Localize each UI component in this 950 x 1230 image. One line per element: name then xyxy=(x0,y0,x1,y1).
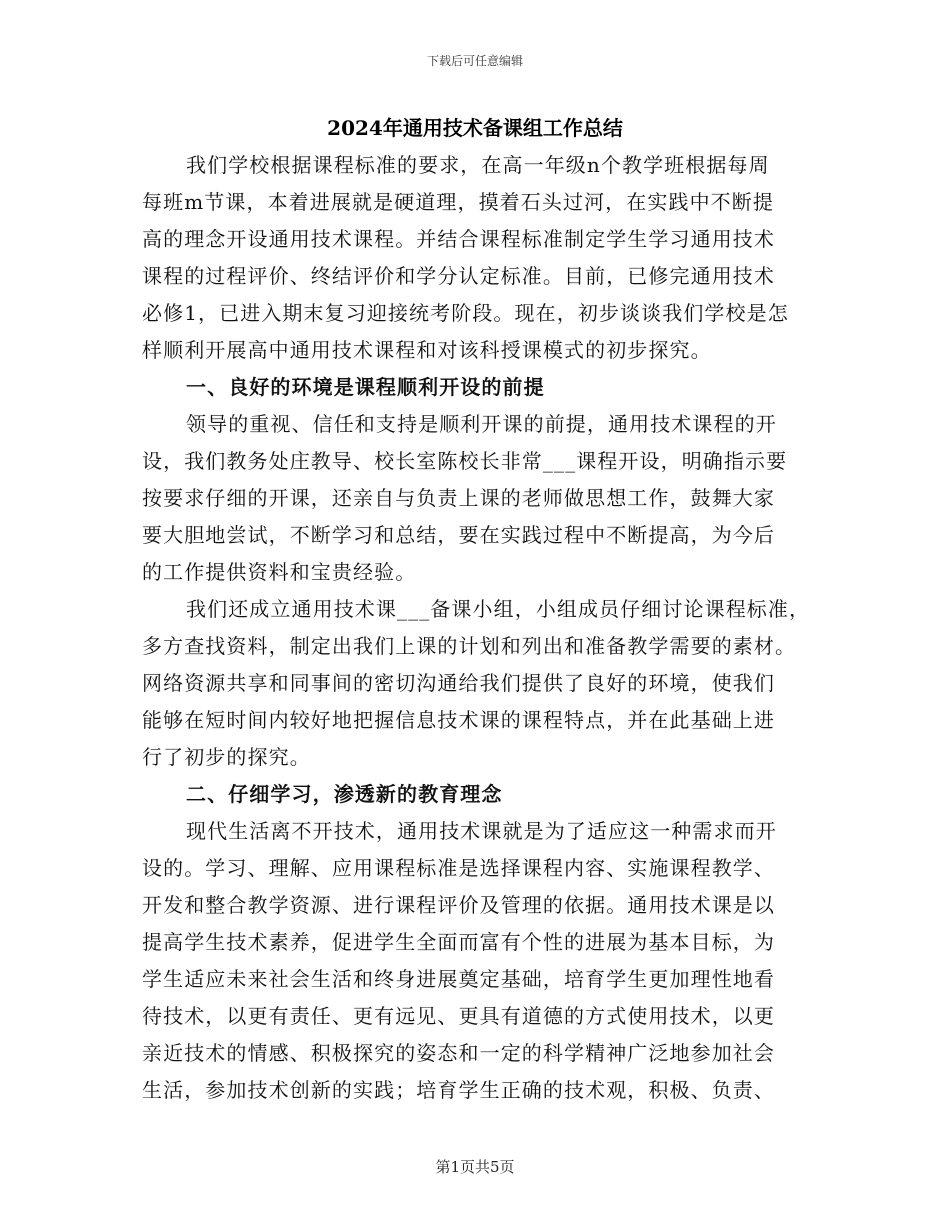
section-heading: 一、良好的环境是课程顺利开设的前提 xyxy=(186,375,545,399)
paragraph-line: 行了初步的探究。 xyxy=(142,745,311,769)
paragraph-line: 按要求仔细的开课，还亲自与负责上课的老师做思想工作，鼓舞大家 xyxy=(142,486,775,510)
paragraph-line: 能够在短时间内较好地把握信息技术课的课程特点，并在此基础上进 xyxy=(142,708,775,732)
document-body xyxy=(142,147,812,1109)
paragraph-line: 开发和整合教学资源、进行课程评价及管理的依据。通用技术课是以 xyxy=(142,893,775,917)
page-header: 下载后可任意编辑 xyxy=(426,54,523,68)
section-heading: 二、仔细学习，渗透新的教育理念 xyxy=(186,782,503,806)
document-title: 2024年通用技术备课组工作总结 xyxy=(327,116,623,140)
paragraph-line: 要大胆地尝试，不断学习和总结，要在实践过程中不断提高，为今后 xyxy=(142,523,775,547)
paragraph-line: 多方查找资料，制定出我们上课的计划和列出和准备教学需要的素材。 xyxy=(142,634,797,658)
page-footer: 第1页共5页 xyxy=(435,1158,515,1176)
paragraph-line: 我们还成立通用技术课___备课小组，小组成员仔细讨论课程标准， xyxy=(186,597,811,621)
paragraph-line: 设的。学习、理解、应用课程标准是选择课程内容、实施课程教学、 xyxy=(142,856,775,880)
paragraph-line: 每班m节课，本着进展就是硬道理，摸着石头过河，在实践中不断提 xyxy=(142,190,774,214)
paragraph-line: 待技术，以更有责任、更有远见、更具有道德的方式使用技术，以更 xyxy=(142,1004,775,1028)
paragraph-line: 必修1，已进入期末复习迎接统考阶段。现在，初步谈谈我们学校是怎 xyxy=(142,301,789,325)
paragraph-line: 我们学校根据课程标准的要求，在高一年级n个教学班根据每周 xyxy=(186,153,770,177)
paragraph-line: 课程的过程评价、终结评价和学分认定标准。目前，已修完通用技术 xyxy=(142,264,775,288)
paragraph-line: 高的理念开设通用技术课程。并结合课程标准制定学生学习通用技术 xyxy=(142,227,775,251)
paragraph-line: 生活，参加技术创新的实践；培育学生正确的技术观，积极、负责、 xyxy=(142,1078,775,1102)
paragraph-line: 亲近技术的情感、积极探究的姿态和一定的科学精神广泛地参加社会 xyxy=(142,1041,775,1065)
paragraph-line: 领导的重视、信任和支持是顺利开课的前提，通用技术课程的开 xyxy=(186,412,777,436)
paragraph-line: 现代生活离不开技术，通用技术课就是为了适应这一种需求而开 xyxy=(186,819,777,843)
paragraph-line: 网络资源共享和同事间的密切沟通给我们提供了良好的环境，使我们 xyxy=(142,671,775,695)
paragraph-line: 提高学生技术素养，促进学生全面而富有个性的进展为基本目标，为 xyxy=(142,930,775,954)
paragraph-line: 的工作提供资料和宝贵经验。 xyxy=(142,560,417,584)
paragraph-line: 设，我们教务处庄教导、校长室陈校长非常___课程开设，明确指示要 xyxy=(142,449,788,473)
paragraph-line: 学生适应未来社会生活和终身进展奠定基础，培育学生更加理性地看 xyxy=(142,967,775,991)
paragraph-line: 样顺利开展高中通用技术课程和对该科授课模式的初步探究。 xyxy=(142,338,712,362)
